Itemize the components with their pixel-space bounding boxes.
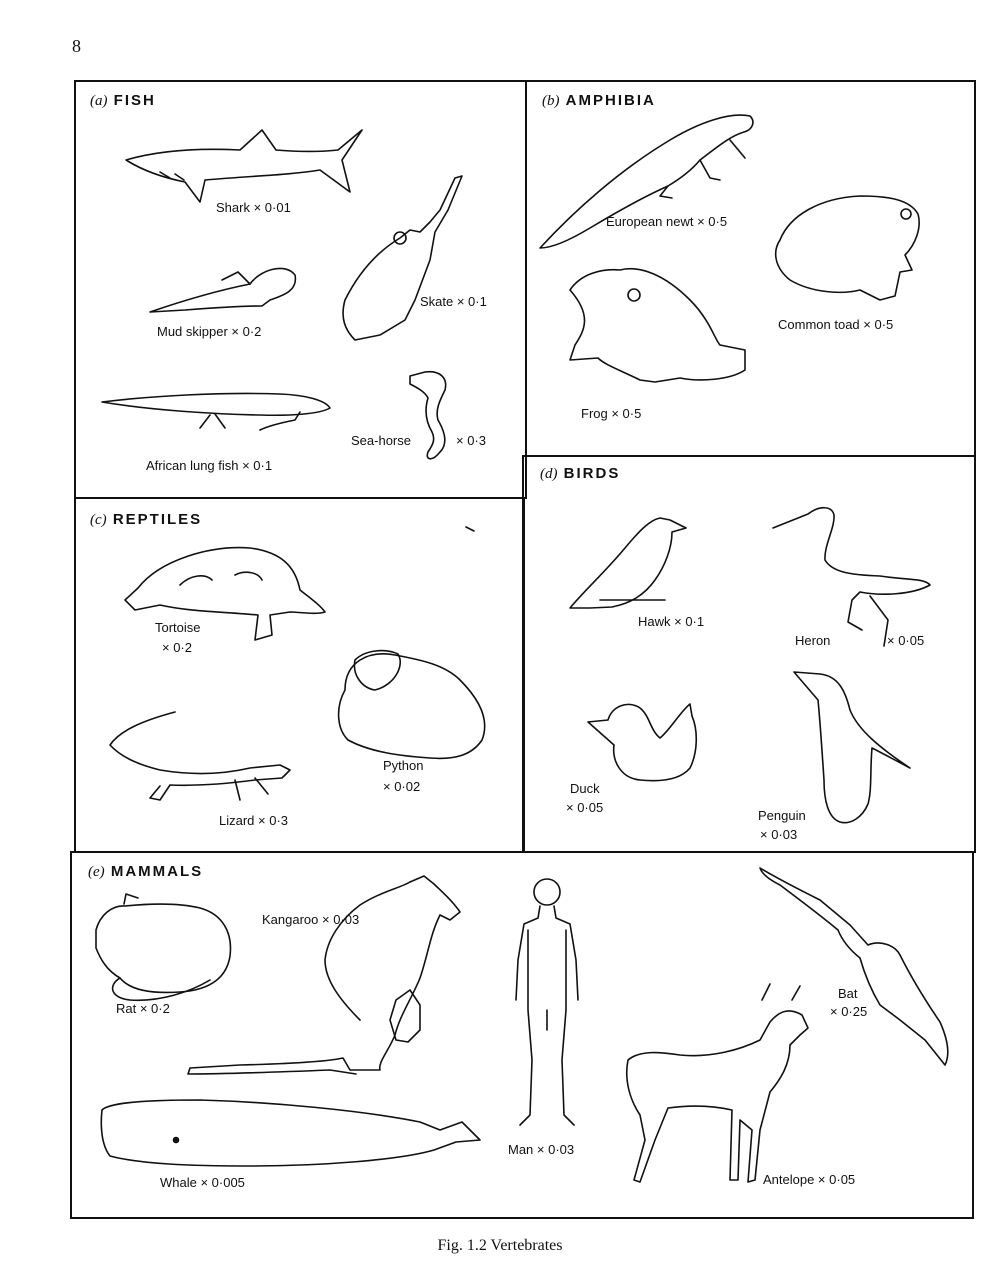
label-duck: Duck	[570, 781, 600, 796]
label-rat: Rat × 0·2	[116, 1001, 170, 1016]
label-shark: Shark × 0·01	[216, 200, 291, 215]
section-title: BIRDS	[563, 465, 621, 482]
label-heron-scale: × 0·05	[887, 633, 925, 648]
label-lizard: Lizard × 0·3	[219, 813, 289, 828]
panel-reptiles	[74, 497, 525, 853]
section-letter: (a)	[90, 93, 108, 109]
heading-amphibia	[542, 92, 656, 110]
label-hawk: Hawk × 0·1	[638, 614, 705, 629]
panel-mammals	[70, 851, 974, 1219]
figure-caption: Fig. 1.2 Vertebrates	[437, 1237, 563, 1254]
label-penguin-scale: × 0·03	[760, 827, 798, 842]
label-python-scale: × 0·02	[383, 779, 421, 794]
heading-reptiles	[90, 511, 202, 529]
label-lung-fish: African lung fish × 0·1	[146, 458, 273, 473]
heading-fish	[90, 92, 156, 110]
section-letter: (e)	[88, 864, 105, 880]
section-title: MAMMALS	[110, 863, 204, 880]
label-frog: Frog × 0·5	[581, 406, 642, 421]
heading-mammals	[88, 863, 203, 881]
label-tortoise: Tortoise	[155, 620, 201, 635]
label-bat: Bat	[838, 986, 858, 1001]
label-antelope: Antelope × 0·05	[763, 1172, 856, 1187]
label-newt: European newt × 0·5	[606, 214, 728, 229]
section-letter: (d)	[540, 466, 558, 482]
section-title: REPTILES	[112, 511, 203, 528]
label-bat-scale: × 0·25	[830, 1004, 868, 1019]
label-man: Man × 0·03	[508, 1142, 575, 1157]
label-toad: Common toad × 0·5	[778, 317, 894, 332]
heading-birds	[540, 465, 620, 483]
page-number: 8	[72, 36, 81, 56]
label-kangaroo: Kangaroo × 0·03	[262, 912, 360, 927]
label-mud-skipper: Mud skipper × 0·2	[157, 324, 262, 339]
label-duck-scale: × 0·05	[566, 800, 604, 815]
label-skate: Skate × 0·1	[420, 294, 487, 309]
label-tortoise-scale: × 0·2	[162, 640, 192, 655]
label-python: Python	[383, 758, 424, 773]
section-title: FISH	[113, 92, 156, 109]
label-sea-horse-scale: × 0·3	[456, 433, 486, 448]
panel-amphibia	[525, 80, 976, 457]
section-title: AMPHIBIA	[565, 92, 656, 109]
label-heron: Heron	[795, 633, 831, 648]
section-letter: (c)	[90, 512, 107, 528]
label-penguin: Penguin	[758, 808, 806, 823]
label-sea-horse: Sea-horse	[351, 433, 411, 448]
label-whale: Whale × 0·005	[160, 1175, 245, 1190]
section-letter: (b)	[542, 93, 560, 109]
